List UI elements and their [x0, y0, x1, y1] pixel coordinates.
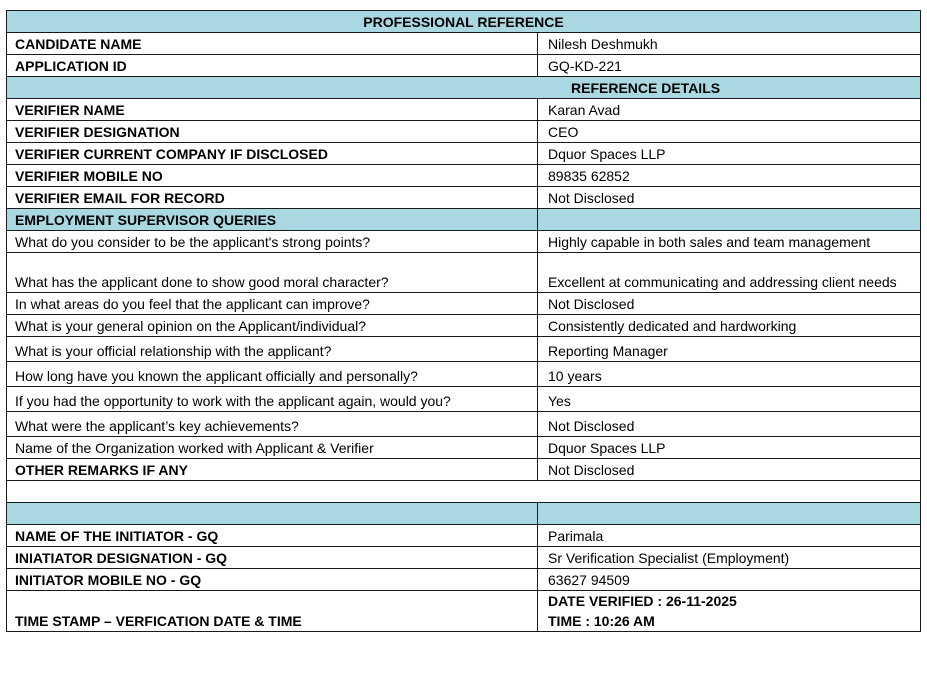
query-answer: Not Disclosed	[538, 412, 921, 437]
query-answer: Excellent at communicating and addressing client needs	[538, 253, 921, 293]
query-question: How long have you known the applicant officially and personally?	[7, 362, 538, 387]
title-row	[7, 11, 921, 33]
timestamp-value	[538, 591, 921, 632]
reference-details-header: REFERENCE DETAILS	[7, 77, 921, 99]
query-row	[7, 412, 921, 437]
query-question: In what areas do you feel that the applicant can improve?	[7, 293, 538, 315]
verifier-name-value: Karan Avad	[538, 99, 921, 121]
verifier-email-value: Not Disclosed	[538, 187, 921, 209]
other-remarks-value: Not Disclosed	[538, 459, 921, 481]
professional-reference-table	[6, 10, 921, 632]
query-row	[7, 231, 921, 253]
time-verified: TIME : 10:26 AM	[548, 613, 655, 629]
date-verified: DATE VERIFIED : 26-11-2025	[548, 593, 737, 609]
query-question: What do you consider to be the applicant's strong points?	[7, 231, 538, 253]
queries-header-blank	[538, 209, 921, 231]
timestamp-row	[7, 591, 921, 632]
query-row	[7, 387, 921, 412]
candidate-name-value: Nilesh Deshmukh	[538, 33, 921, 55]
query-question: Name of the Organization worked with Applicant & Verifier	[7, 437, 538, 459]
query-question: What has the applicant done to show good moral character?	[7, 253, 538, 293]
application-id-value: GQ-KD-221	[538, 55, 921, 77]
query-answer: Dquor Spaces LLP	[538, 437, 921, 459]
verifier-mobile-value: 89835 62852	[538, 165, 921, 187]
query-row	[7, 293, 921, 315]
initiator-designation-row	[7, 547, 921, 569]
initiator-mobile-label: INITIATOR MOBILE NO - GQ	[7, 569, 538, 591]
initiator-mobile-value: 63627 94509	[538, 569, 921, 591]
reference-details-header-row	[7, 77, 921, 99]
timestamp-label: TIME STAMP – VERFICATION DATE & TIME	[7, 591, 538, 632]
application-id-label: APPLICATION ID	[7, 55, 538, 77]
initiator-name-value: Parimala	[538, 525, 921, 547]
initiator-band-left	[7, 503, 538, 525]
query-row	[7, 337, 921, 362]
query-answer: 10 years	[538, 362, 921, 387]
initiator-name-row	[7, 525, 921, 547]
spacer-row	[7, 481, 921, 503]
page-title: PROFESSIONAL REFERENCE	[7, 11, 921, 33]
verifier-designation-row	[7, 121, 921, 143]
query-answer: Consistently dedicated and hardworking	[538, 315, 921, 337]
verifier-company-row	[7, 143, 921, 165]
candidate-name-label: CANDIDATE NAME	[7, 33, 538, 55]
verifier-name-label: VERIFIER NAME	[7, 99, 538, 121]
initiator-band-row	[7, 503, 921, 525]
query-row	[7, 362, 921, 387]
queries-header-row	[7, 209, 921, 231]
query-question: If you had the opportunity to work with the applicant again, would you?	[7, 387, 538, 412]
candidate-name-row	[7, 33, 921, 55]
query-question: What were the applicant’s key achievements?	[7, 412, 538, 437]
verifier-mobile-label: VERIFIER MOBILE NO	[7, 165, 538, 187]
verifier-name-row	[7, 99, 921, 121]
initiator-name-label: NAME OF THE INITIATOR - GQ	[7, 525, 538, 547]
spacer-cell	[7, 481, 921, 503]
query-answer: Reporting Manager	[538, 337, 921, 362]
query-row	[7, 437, 921, 459]
other-remarks-label: OTHER REMARKS IF ANY	[7, 459, 538, 481]
initiator-mobile-row	[7, 569, 921, 591]
other-remarks-row	[7, 459, 921, 481]
query-row	[7, 253, 921, 293]
query-answer: Yes	[538, 387, 921, 412]
initiator-band-right	[538, 503, 921, 525]
application-id-row	[7, 55, 921, 77]
verifier-designation-value: CEO	[538, 121, 921, 143]
initiator-designation-value: Sr Verification Specialist (Employment)	[538, 547, 921, 569]
query-row	[7, 315, 921, 337]
initiator-designation-label: INIATIATOR DESIGNATION - GQ	[7, 547, 538, 569]
verifier-company-label: VERIFIER CURRENT COMPANY IF DISCLOSED	[7, 143, 538, 165]
query-answer: Highly capable in both sales and team management	[538, 231, 921, 253]
verifier-company-value: Dquor Spaces LLP	[538, 143, 921, 165]
query-question: What is your general opinion on the Applicant/individual?	[7, 315, 538, 337]
query-answer: Not Disclosed	[538, 293, 921, 315]
query-question: What is your official relationship with the applicant?	[7, 337, 538, 362]
verifier-email-label: VERIFIER EMAIL FOR RECORD	[7, 187, 538, 209]
verifier-mobile-row	[7, 165, 921, 187]
verifier-designation-label: VERIFIER DESIGNATION	[7, 121, 538, 143]
verifier-email-row	[7, 187, 921, 209]
queries-header: EMPLOYMENT SUPERVISOR QUERIES	[7, 209, 538, 231]
